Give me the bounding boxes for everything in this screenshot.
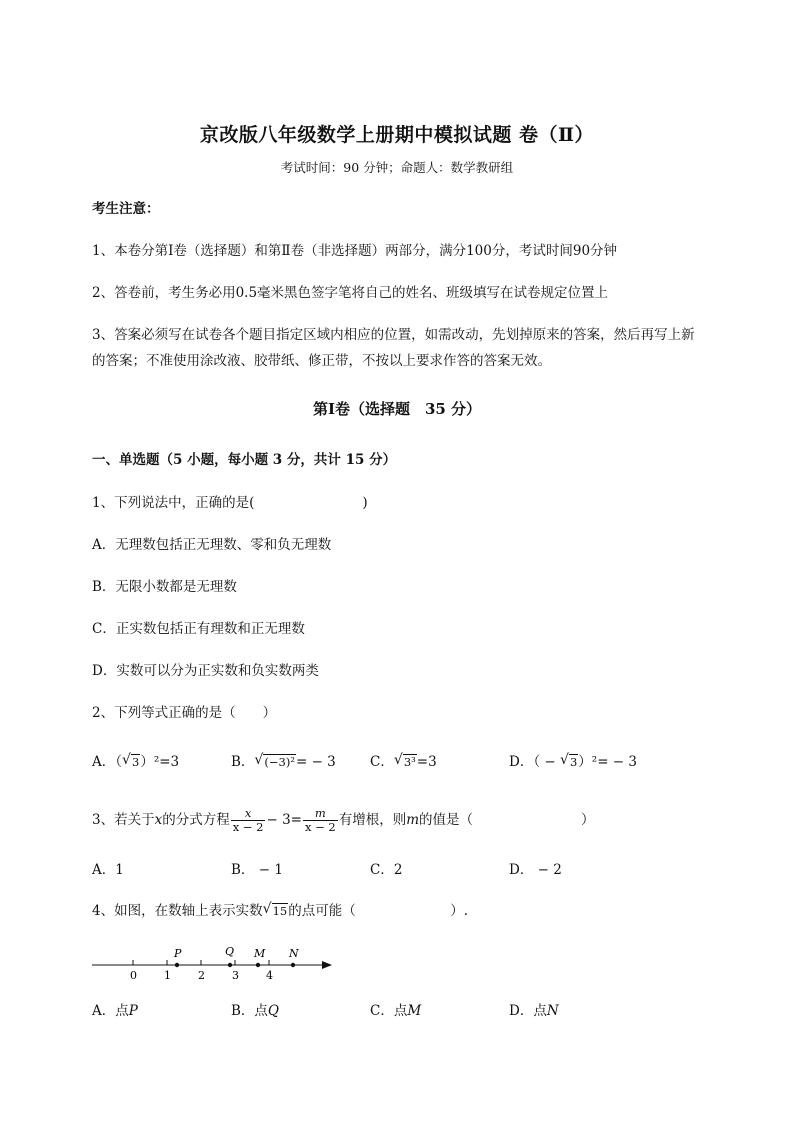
tick-label-2: 2 [198, 969, 205, 982]
q2-option-d: D．（ − √ 3）²= − 3 [509, 752, 638, 770]
q3-option-d: D． − 2 [509, 862, 562, 878]
q4-stem: 4、如图，在数轴上表示实数 √ 15的点可能（ ）. [92, 901, 469, 919]
sqrt-symbol: √ 3³ [393, 752, 416, 769]
q1-stem: 1、下列说法中，正确的是( ) [92, 495, 368, 511]
q1-option-d: D．实数可以分为正实数和负实数两类 [92, 663, 319, 679]
fraction: $\frac{x}{x - 2}$ [232, 806, 264, 834]
q2-option-a: A．（ √ 3）²=3 [92, 752, 180, 770]
q4-option-d: D．点N [509, 1003, 559, 1019]
point-label-p: P [174, 947, 182, 960]
axis-arrow-icon [322, 961, 332, 969]
notice-item-3-line-2: 的答案；不准使用涂改液、胶带纸、修正带，不按以上要求作答的答案无效。 [92, 353, 551, 369]
q2-stem: 2、下列等式正确的是（ ） [92, 705, 277, 721]
point-m [256, 963, 260, 967]
point-label-n: N [289, 947, 299, 960]
tick-label-0: 0 [130, 969, 137, 982]
q4-option-b: B．点Q [231, 1003, 279, 1019]
point-label-m: M [254, 947, 266, 960]
tick-label-1: 1 [164, 969, 171, 982]
number-line-figure [88, 940, 338, 985]
tick-label-3: 3 [232, 969, 239, 982]
fraction: $\frac{m}{x - 2}$ [304, 806, 336, 834]
q4-option-c: C．点M [370, 1003, 422, 1019]
q2-option-c: C． √ 3³=3 [370, 752, 437, 770]
sqrt-symbol: √ (−3)² [254, 752, 295, 769]
part-heading: 一、单选题（5 小题，每小题 3 分，共计 15 分） [92, 452, 397, 468]
sqrt-symbol: √ 15 [262, 901, 288, 918]
q2-option-b: B． √ (−3)²= − 3 [231, 752, 336, 770]
page-subtitle: 考试时间：90 分钟；命题人：数学教研组 [280, 160, 514, 175]
notice-item-1: 1、本卷分第Ⅰ卷（选择题）和第Ⅱ卷（非选择题）两部分，满分100分，考试时间90分钟 [92, 243, 618, 259]
q1-option-c: C．正实数包括正有理数和正无理数 [92, 621, 305, 637]
q3-stem: 3、若关于x的分式方程 $\frac{x}{x - 2}$ − 3= $\frac{m}{x - 2}$ 有增根，则m的值是（ ） [92, 806, 595, 834]
notice-item-3-line-1: 3、答案必须写在试卷各个题目指定区域内相应的位置，如需改动，先划掉原来的答案，然后再写上新 [92, 327, 695, 343]
tick-label-4: 4 [266, 969, 273, 982]
page-title: 京改版八年级数学上册期中模拟试题 卷（Ⅱ） [199, 124, 595, 146]
point-n [291, 963, 295, 967]
sqrt-symbol: √ 3 [122, 752, 140, 769]
point-q [228, 963, 232, 967]
notice-item-2: 2、答卷前，考生务必用0.5毫米黑色签字笔将自己的姓名、班级填写在试卷规定位置上 [92, 285, 609, 301]
point-label-q: Q [225, 945, 235, 958]
q1-option-a: A．无理数包括正无理数、零和负无理数 [92, 537, 332, 553]
sqrt-symbol: √ 3 [559, 752, 578, 769]
q3-option-a: A．1 [92, 862, 124, 878]
q3-option-c: C．2 [370, 862, 403, 878]
q4-option-a: A．点P [92, 1003, 138, 1019]
q1-option-b: B．无限小数都是无理数 [92, 579, 237, 595]
section-title: 第Ⅰ卷（选择题 35 分） [312, 400, 482, 418]
notice-heading: 考生注意： [92, 201, 160, 217]
point-p [175, 963, 179, 967]
q3-option-b: B． − 1 [231, 862, 283, 878]
